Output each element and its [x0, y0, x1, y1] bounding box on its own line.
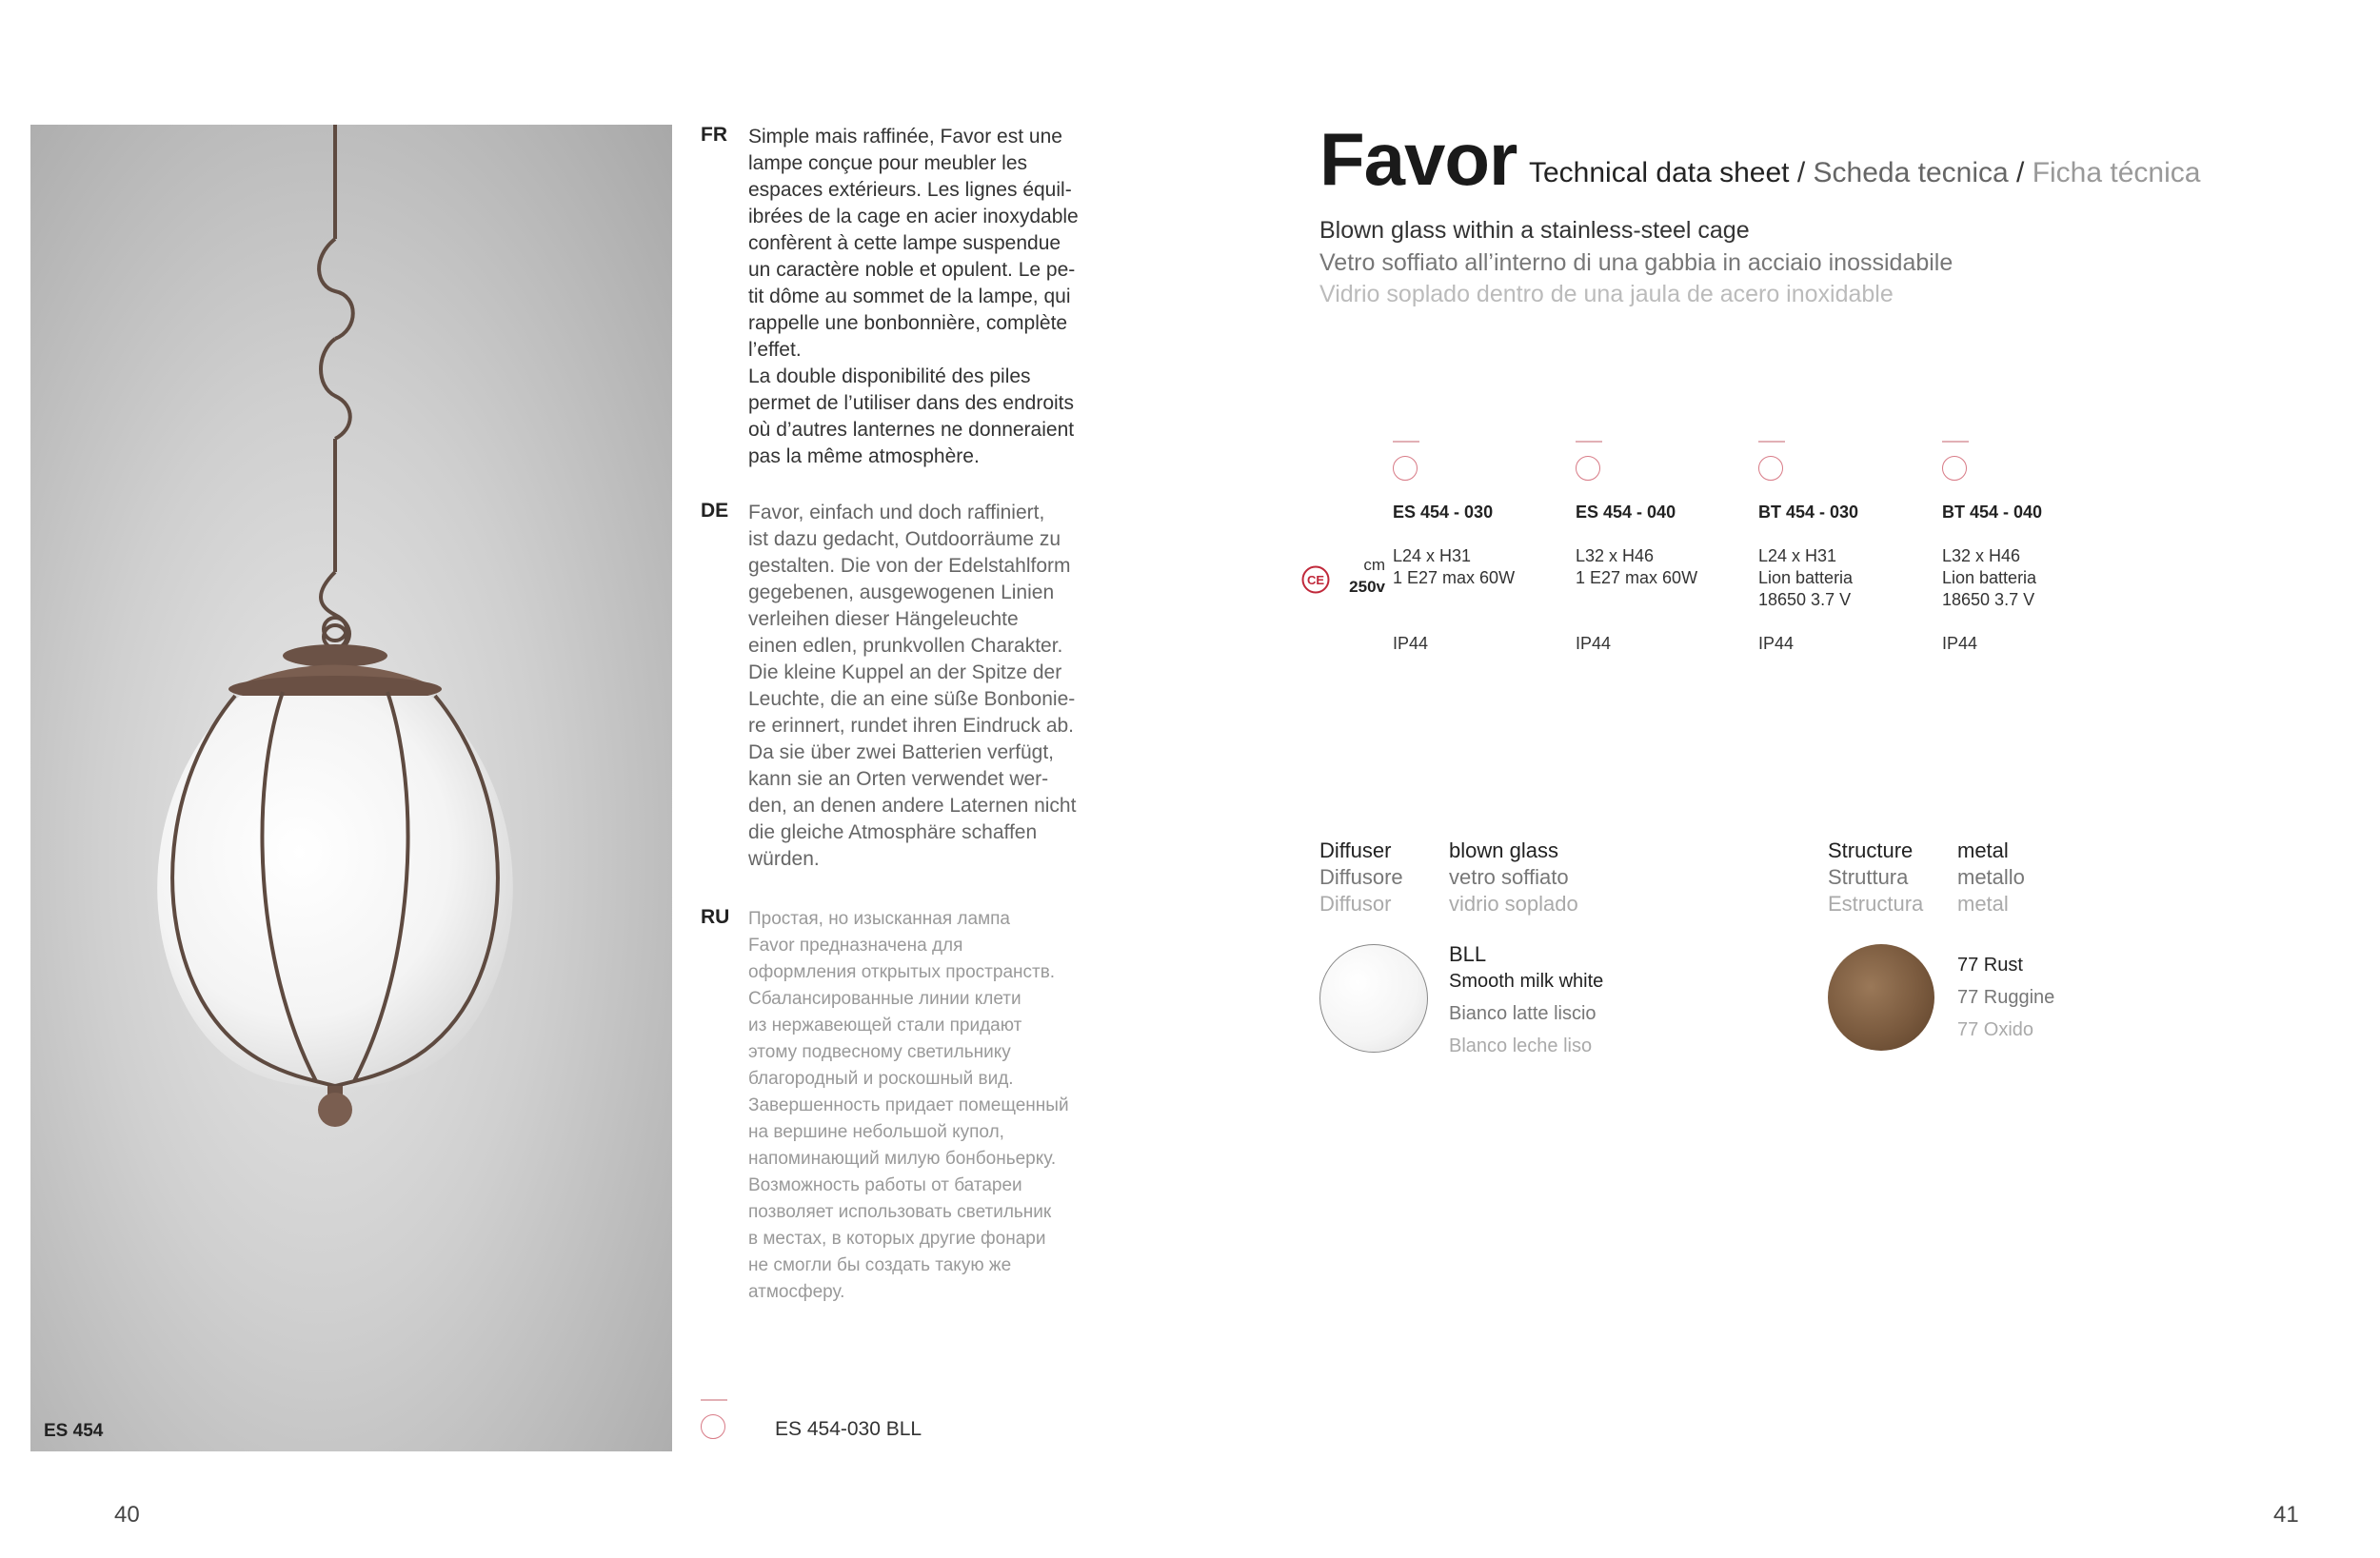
material-label: Estructura [1828, 892, 1924, 916]
diffuser-labels [1319, 838, 1403, 917]
product-dash [1576, 441, 1602, 443]
material-value: blown glass [1449, 838, 1558, 862]
description-it: Vetro soffiato all’interno di una gabbia in acciaio inossidabile [1319, 249, 1954, 276]
product-code: ES 454 - 040 [1576, 503, 1676, 522]
description-text-ru: Простая, но изысканная лампа Favor предназначена для оформления открытых пространств. Сбалансированные линии клети из нержавеющей стали придают этому подвесному светильнику благородный и роскошный вид. Завершенность придает помещенный на вершине небольшой купол, напоминающий милую бонбоньерку. Возможность работы от батареи позволяет использовать светильник в местах, в которых другие фонари не смогли бы создать такую же атмосферу. [748, 909, 1069, 1302]
product-column-4 [1942, 441, 2123, 655]
lang-code-de: DE [701, 500, 729, 522]
page-number-right: 41 [2273, 1502, 2299, 1528]
product-circle-icon [1393, 456, 1418, 481]
product-column-3 [1758, 441, 1939, 655]
description-en: Blown glass within a stainless-steel cage [1319, 217, 1750, 244]
description-es: Vidrio soplado dentro de una jaula de acero inoxidable [1319, 281, 1894, 307]
product-code: BT 454 - 030 [1758, 503, 1859, 522]
finish-swatch-rust [1828, 944, 1934, 1051]
product-photo [30, 125, 672, 1451]
structure-labels [1828, 838, 1923, 917]
finish-name: Blanco leche liso [1449, 1035, 1593, 1056]
subtitle-es: Ficha técnica [2032, 157, 2201, 188]
description-text-de: Favor, einfach und doch raffiniert, ist dazu gedacht, Outdoorräume zu gestalten. Die von der Edelstahlform gegebenen, ausgewogenen Linien verleihen dieser Hängeleuchte einen edlen, prunkvollen Charakter. Die kleine Kuppel an der Spitze der Leuchte, die an eine süße Bonbonie- re erinnert, rundet ihren Eindruck ab. Da sie über zwei Batterien verfügt, kann sie an Orten verwendet wer- den, an denen andere Laternen nicht die gleiche Atmosphäre schaffen würden. [748, 502, 1077, 870]
product-code: ES 454 - 030 [1393, 503, 1494, 522]
product-code: BT 454 - 040 [1942, 503, 2043, 522]
finish-name: Smooth milk white [1449, 971, 1604, 992]
material-value: metal [1957, 838, 2009, 862]
subtitle-it: Scheda tecnica [1813, 157, 2009, 188]
finish-name: 77 Oxido [1957, 1019, 2034, 1040]
subtitle-en: Technical data sheet [1529, 157, 1790, 188]
product-dash [1758, 441, 1785, 443]
product-specs: L24 x H31 1 E27 max 60W [1393, 546, 1516, 587]
page-number-left: 40 [114, 1502, 140, 1528]
product-circle-icon [1758, 456, 1783, 481]
structure-finish-names [1957, 949, 2054, 1046]
finish-swatch-milk-white [1319, 944, 1428, 1053]
material-label: Structure [1828, 838, 1914, 862]
pendant-lamp-illustration [30, 125, 672, 1451]
ce-mark-icon [1301, 565, 1330, 594]
finish-code: BLL [1449, 942, 1487, 966]
lang-code-fr: FR [701, 124, 727, 146]
product-specs: L32 x H46 1 E27 max 60W [1576, 546, 1698, 587]
subtitle-separator: / [2008, 157, 2033, 188]
diffuser-values [1449, 838, 1578, 917]
product-specs: L24 x H31 Lion batteria 18650 3.7 V [1758, 546, 1854, 609]
product-ip-rating: IP44 [1942, 634, 1978, 653]
variant-code: ES 454-030 BLL [775, 1418, 922, 1440]
material-value: vidrio soplado [1449, 892, 1578, 916]
material-label: Diffusore [1319, 865, 1403, 889]
product-title: Favor [1319, 117, 1517, 201]
material-label: Struttura [1828, 865, 1909, 889]
material-label: Diffusor [1319, 892, 1392, 916]
structure-values [1957, 838, 2025, 917]
product-dash [1942, 441, 1969, 443]
material-value: metal [1957, 892, 2009, 916]
material-label: Diffuser [1319, 838, 1392, 862]
product-dash [1393, 441, 1419, 443]
description-text-fr: Simple mais raffinée, Favor est une lampe conçue pour meubler les espaces extérieurs. Les lignes équil- ibrées de la cage en acier inoxydable confèrent à cette lampe suspendue un caractère noble et opulent. Le pe- tit dôme au sommet de la lampe, qui rappelle une bonbonnière, complète l’effet. La double disponibilité des piles permet de l’utiliser dans des endroits où d’autres lanternes ne donneraient pas la même atmosphère. [748, 126, 1079, 467]
variant-dash [701, 1399, 727, 1401]
finish-name: Bianco latte liscio [1449, 1003, 1597, 1024]
sheet-subtitle [1529, 157, 2200, 189]
subtitle-separator: / [1789, 157, 1814, 188]
product-ip-rating: IP44 [1393, 634, 1429, 653]
variant-circle-icon [701, 1414, 725, 1439]
finish-name: 77 Rust [1957, 955, 2023, 976]
product-ip-rating: IP44 [1576, 634, 1612, 653]
product-circle-icon [1576, 456, 1600, 481]
unit-label: cm [1363, 556, 1385, 574]
lang-code-ru: RU [701, 906, 730, 928]
finish-name: 77 Ruggine [1957, 987, 2055, 1008]
material-value: vetro soffiato [1449, 865, 1569, 889]
ce-mark-text: CE [1306, 573, 1325, 587]
product-specs: L32 x H46 Lion batteria 18650 3.7 V [1942, 546, 2037, 609]
product-column-2 [1576, 441, 1756, 655]
voltage-label: 250v [1349, 578, 1385, 596]
photo-caption: ES 454 [44, 1421, 104, 1441]
product-column-1 [1393, 441, 1574, 655]
product-ip-rating: IP44 [1758, 634, 1795, 653]
material-value: metallo [1957, 865, 2025, 889]
diffuser-finish-names [1449, 965, 1603, 1062]
product-circle-icon [1942, 456, 1967, 481]
